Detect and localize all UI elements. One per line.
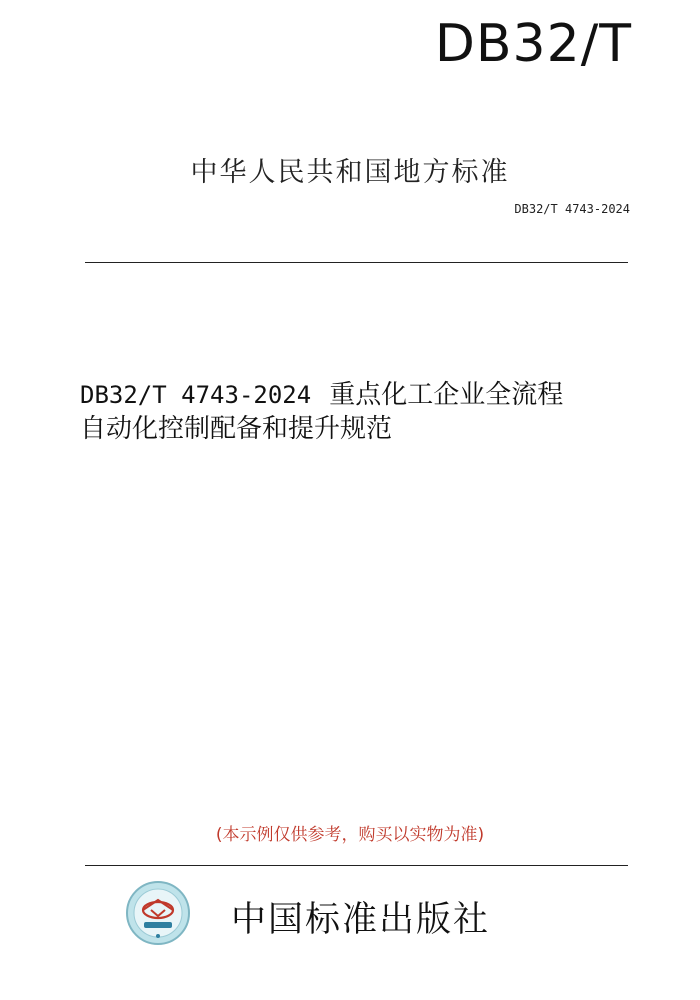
title-line-2: 自动化控制配备和提升规范 xyxy=(80,414,393,444)
standard-code-header: DB32/T xyxy=(434,14,632,74)
title-line-1 xyxy=(80,378,640,412)
document-title xyxy=(80,378,640,446)
title-text-1: 重点化工企业全流程 xyxy=(329,380,564,410)
publisher-name: 中国标准出版社 xyxy=(231,900,491,940)
publisher-seal-logo-icon xyxy=(125,880,191,946)
national-standard-title: 中华人民共和国地方标准 xyxy=(190,157,510,188)
standard-number: DB32/T 4743-2024 xyxy=(514,202,630,216)
title-standard-code: DB32/T 4743-2024 xyxy=(80,381,312,409)
sample-notice: (本示例仅供参考，购买以实物为准) xyxy=(215,825,485,845)
top-divider xyxy=(85,262,628,263)
bottom-divider xyxy=(85,865,628,866)
publisher-block xyxy=(125,880,575,950)
